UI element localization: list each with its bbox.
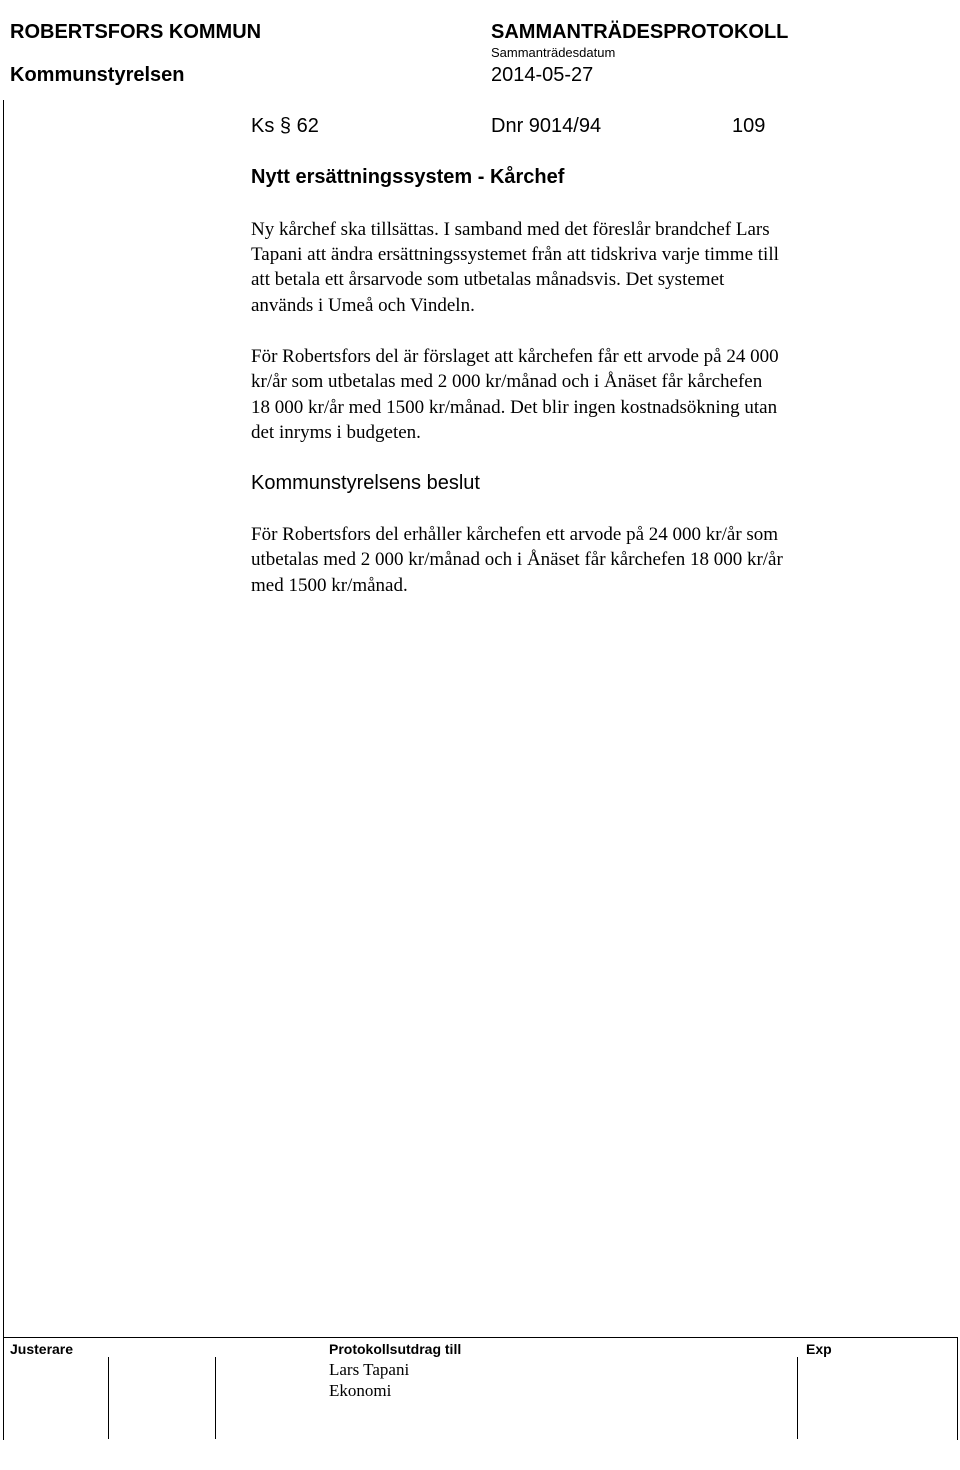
recipient: Ekonomi xyxy=(329,1381,392,1400)
justerare-label: Justerare xyxy=(10,1341,74,1357)
paragraph2-line: kr/år som utbetalas med 2 000 kr/månad och i Ånäset får kårchefen xyxy=(251,371,763,392)
department-name: Kommunstyrelsen xyxy=(10,64,185,86)
decision-line: För Robertsfors del erhåller kårchefen ett arvode på 24 000 kr/år som xyxy=(251,524,779,545)
decision-heading: Kommunstyrelsens beslut xyxy=(251,472,480,494)
organization-name: ROBERTSFORS KOMMUN xyxy=(10,21,262,43)
date-label: Sammanträdesdatum xyxy=(491,45,616,60)
paragraph1-line: används i Umeå och Vindeln. xyxy=(251,295,475,316)
meeting-date: 2014-05-27 xyxy=(491,64,594,86)
page-number: 109 xyxy=(732,115,766,137)
recipient: Lars Tapani xyxy=(329,1360,410,1379)
paragraph1-line: Ny kårchef ska tillsättas. I samband med det föreslår brandchef Lars xyxy=(251,219,770,240)
paragraph1-line: att betala ett årsarvode som utbetalas månadsvis. Det systemet xyxy=(251,269,725,290)
signature-divider xyxy=(215,1357,216,1439)
paragraph2-line: 18 000 kr/år med 1500 kr/månad. Det blir ingen kostnadsökning utan xyxy=(251,397,778,418)
signature-divider xyxy=(108,1357,109,1439)
paragraph2-line: det inryms i budgeten. xyxy=(251,422,421,443)
paragraph-number: Ks § 62 xyxy=(251,115,319,137)
paragraph1-line: Tapani att ändra ersättningssystemet från att tidskriva varje timme till xyxy=(251,244,779,265)
decision-line: med 1500 kr/månad. xyxy=(251,575,408,596)
paragraph2-line: För Robertsfors del är förslaget att kårchefen får ett arvode på 24 000 xyxy=(251,346,779,367)
footer-top-rule xyxy=(3,1337,958,1338)
decision-line: utbetalas med 2 000 kr/månad och i Ånäset får kårchefen 18 000 kr/år xyxy=(251,549,783,570)
exp-label: Exp xyxy=(806,1341,832,1357)
document-type: SAMMANTRÄDESPROTOKOLL xyxy=(491,21,789,43)
footer-right-border xyxy=(957,1337,958,1440)
item-title: Nytt ersättningssystem - Kårchef xyxy=(251,166,565,188)
dnr-number: Dnr 9014/94 xyxy=(491,115,602,137)
extract-label: Protokollsutdrag till xyxy=(329,1341,462,1357)
page-left-border xyxy=(3,100,4,1440)
exp-divider xyxy=(797,1357,798,1439)
